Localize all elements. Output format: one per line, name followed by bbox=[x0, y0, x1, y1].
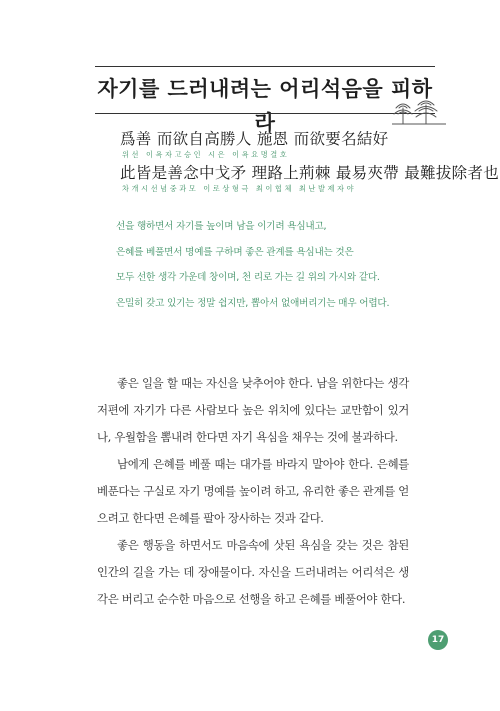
body-paragraph: 남에게 은혜를 베풀 때는 대가를 바라지 말아야 한다. 은혜를 베푼다는 구실로 자기 명예를 높이려 하고, 유리한 좋은 관계를 얻으려고 한다면 은혜를 팔아 장사하는 것과 같다. bbox=[97, 457, 409, 525]
translation-line: 은혜를 베풀면서 명예를 구하며 좋은 관계를 욕심내는 것은 bbox=[116, 246, 354, 258]
hanja-line-2: 此皆是善念中戈矛 理路上荊棘 最易夾帶 最難拔除者也 bbox=[120, 164, 500, 182]
title-top-rule bbox=[95, 66, 435, 67]
translation-block bbox=[116, 214, 426, 316]
page-title: 자기를 드러내려는 어리석음을 피하라 bbox=[97, 76, 433, 135]
body-paragraph: 좋은 일을 할 때는 자신을 낮추어야 한다. 남을 위한다는 생각 저편에 자기가 다른 사람보다 높은 위치에 있다는 교만함이 있거나, 우월함을 뽐내려 한다면 자기 욕심을 채우는 것에 불과하다. bbox=[97, 376, 409, 444]
pine-tree-ornament-icon bbox=[392, 98, 446, 128]
hanja-reading-2: 차개시선념중과모 이로상형극 최이협체 최난발제자야 bbox=[122, 184, 357, 193]
translation-line: 선을 행하면서 자기를 높이며 남을 이기려 욕심내고, bbox=[116, 221, 327, 232]
title-bottom-rule bbox=[95, 113, 435, 114]
body-paragraph: 좋은 행동을 하면서도 마음속에 삿된 욕심을 갖는 것은 참된 인간의 길을 가는 데 장애물이다. 자신을 드러내려는 어리석은 생각은 버리고 순수한 마음으로 선행을 하고 은혜를 베풀어야 한다. bbox=[97, 538, 409, 606]
page-number-badge: 17 bbox=[428, 630, 448, 650]
hanja-line-1: 爲善 而欲自高勝人 施恩 而欲要名結好 bbox=[120, 130, 389, 148]
hanja-verse bbox=[120, 129, 500, 195]
translation-line: 은밀히 갖고 있기는 정말 쉽지만, 뽑아서 없애버리기는 매우 어렵다. bbox=[116, 297, 390, 309]
translation-line: 모두 선한 생각 가운데 창이며, 천 리로 가는 길 위의 가시와 같다. bbox=[116, 272, 380, 283]
body-text bbox=[97, 370, 409, 613]
hanja-reading-1: 위선 이욕자고승인 시은 이욕요명결호 bbox=[122, 150, 290, 159]
